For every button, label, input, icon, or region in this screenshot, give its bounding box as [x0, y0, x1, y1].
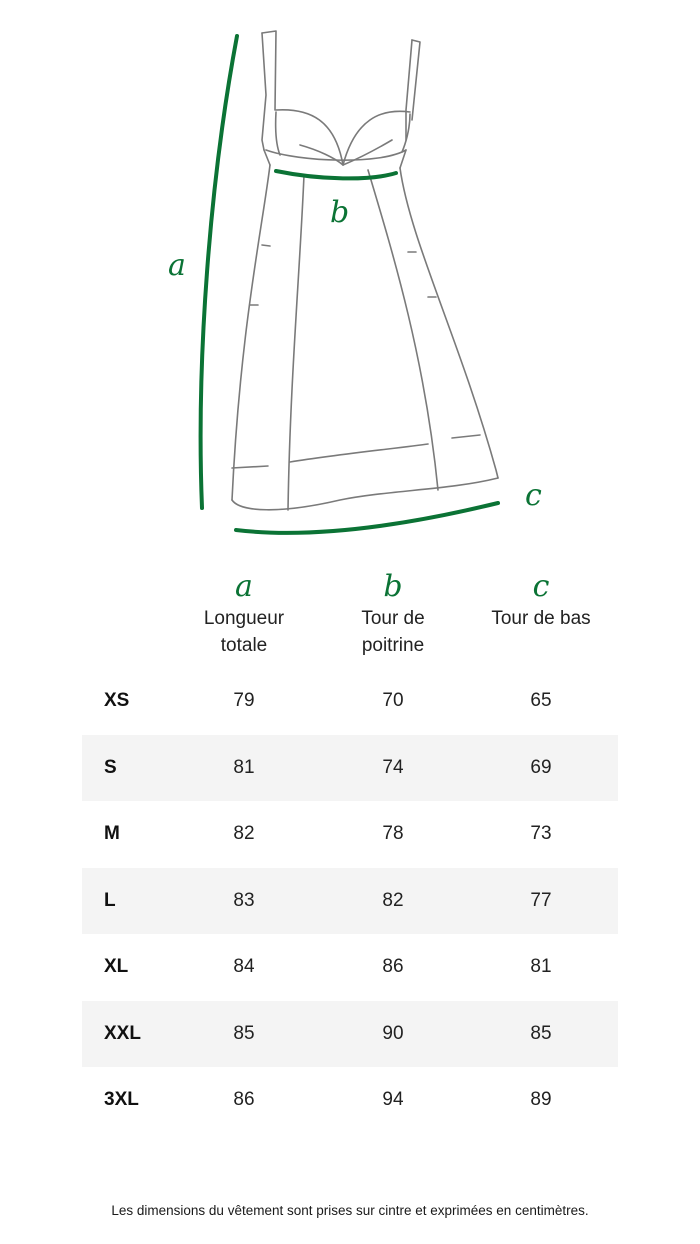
- size-cell: XS: [104, 690, 130, 712]
- size-table: [82, 668, 618, 1134]
- hem-cell: 85: [530, 1022, 552, 1044]
- measure-line-c: [236, 503, 498, 533]
- length-cell: 86: [233, 1089, 255, 1111]
- size-cell: XL: [104, 956, 129, 978]
- size-cell: M: [104, 823, 120, 845]
- chest-cell: 90: [382, 1022, 404, 1044]
- chest-cell: 78: [382, 823, 404, 845]
- chest-cell: 86: [382, 956, 404, 978]
- measure-lines: [201, 36, 498, 533]
- label-b: b: [330, 195, 350, 230]
- hem-cell: 65: [530, 690, 552, 712]
- table-row: [82, 735, 618, 802]
- column-label: Tour de poitrine: [361, 608, 425, 656]
- hem-cell: 69: [530, 756, 552, 778]
- chest-cell: 94: [382, 1089, 404, 1111]
- table-row: [82, 868, 618, 935]
- hem-cell: 77: [530, 889, 552, 911]
- size-cell: 3XL: [104, 1089, 139, 1111]
- dress-outline: [232, 31, 498, 510]
- dress-illustration: [0, 0, 700, 560]
- hem-cell: 73: [530, 823, 552, 845]
- table-row: [82, 934, 618, 1001]
- length-cell: 81: [233, 756, 255, 778]
- chest-cell: 74: [382, 756, 404, 778]
- label-c: c: [525, 478, 542, 513]
- hem-cell: 89: [530, 1089, 552, 1111]
- column-letter: a: [235, 569, 253, 604]
- footnote: Les dimensions du vêtement sont prises sur cintre et exprimées en centimètres.: [111, 1203, 589, 1218]
- hem-cell: 81: [530, 956, 552, 978]
- chest-cell: 70: [382, 690, 404, 712]
- label-a: a: [168, 248, 186, 283]
- size-cell: S: [104, 756, 117, 778]
- dress-sketch: [0, 0, 700, 560]
- length-cell: 83: [233, 889, 255, 911]
- table-row: [82, 668, 618, 735]
- column-letter: b: [383, 569, 403, 604]
- table-row: [82, 1067, 618, 1134]
- column-header-b: [318, 570, 468, 659]
- column-label: Longueur totale: [203, 608, 285, 656]
- column-letter: c: [532, 569, 550, 604]
- table-row: [82, 1001, 618, 1068]
- length-cell: 84: [233, 956, 255, 978]
- column-label: Tour de bas: [491, 608, 591, 629]
- size-cell: L: [104, 889, 116, 911]
- length-cell: 79: [233, 690, 255, 712]
- length-cell: 82: [233, 823, 255, 845]
- column-header-a: [169, 570, 319, 659]
- table-row: [82, 801, 618, 868]
- chest-cell: 82: [382, 889, 404, 911]
- measure-line-b: [276, 171, 396, 178]
- measure-line-a: [201, 36, 237, 508]
- size-cell: XXL: [104, 1022, 141, 1044]
- length-cell: 85: [233, 1022, 255, 1044]
- column-header-c: [466, 570, 616, 632]
